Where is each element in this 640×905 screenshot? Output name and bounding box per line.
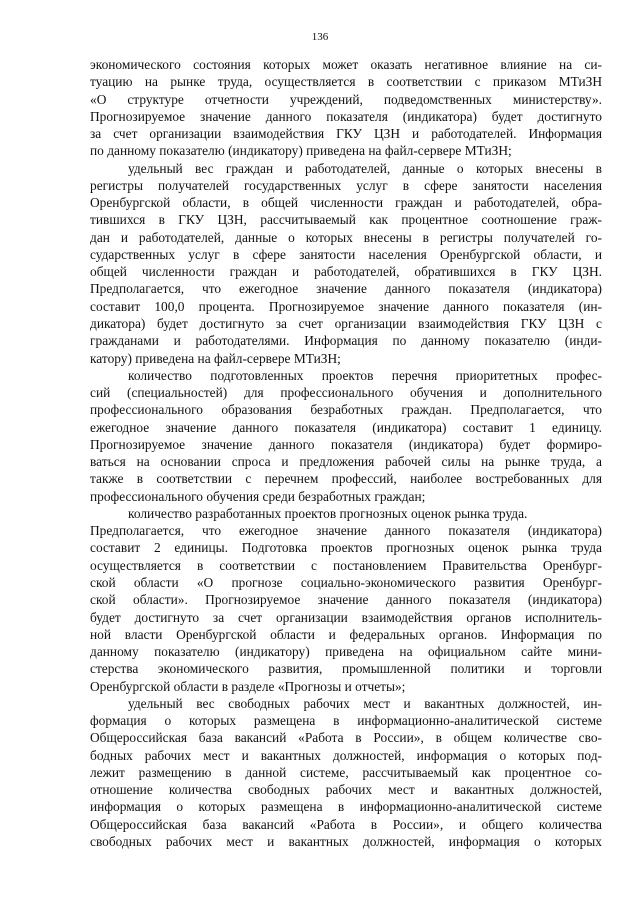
text-line: экономического состояния которых может оказать негативное влияние на си- [90, 57, 602, 72]
text-line: ской области». Прогнозируемое значение данного показателя (индикатора) [90, 592, 602, 608]
text-line: дан и работодателей, данные о которых внесены в регистры получателей го- [90, 229, 602, 245]
text-line: бодных рабочих мест и вакантных должностей, информация о которых под- [90, 747, 602, 763]
text-line: стерства экономического развития, промышленной политики и торговли [90, 661, 602, 677]
text-line: отношение количества свободных рабочих мест и вакантных должностей, [90, 782, 602, 798]
text-line: Предполагается, что ежегодное значение данного показателя (индикатора) [90, 523, 602, 539]
text-line: тившихся в ГКУ ЦЗН, рассчитываемый как процентное соотношение граж- [90, 212, 602, 228]
text-line: Оренбургской области в разделе «Прогнозы и отчеты»; [90, 678, 406, 694]
paragraph-first-line: удельный вес свободных рабочих мест и вакантных должностей, ин- [128, 695, 602, 711]
text-line: Общероссийская база вакансий «Работа в России», и общего количества [90, 816, 602, 832]
text-line: данному показателю (индикатору) приведена на официальном сайте мини- [90, 644, 602, 660]
paragraph-first-line: количество подготовленных проектов перечня приоритетных профес- [128, 367, 602, 383]
text-line: сударственных услуг в сфере занятости населения Оренбургской области, и [90, 246, 602, 262]
text-line: Прогнозируемое значение данного показателя (индикатора) будет достигнуто [90, 108, 602, 124]
text-line: составит 100,0 процента. Прогнозируемое значение данного показателя (ин- [90, 298, 602, 314]
text-line: Оренбургской области, в общей численности граждан и работодателей, обра- [90, 195, 602, 211]
body-text [90, 56, 602, 850]
text-line: ской области «О прогнозе социально-экономического развития Оренбург- [90, 574, 602, 590]
text-line: Прогнозируемое значение данного показателя (индикатора) будет формиро- [90, 436, 602, 452]
text-line: лежит размещению в данной системе, рассчитываемый как процентное со- [90, 764, 602, 780]
text-line: Общероссийская база вакансий «Работа в России», в общем количестве сво- [90, 730, 602, 746]
text-line: туацию на рынке труда, осуществляется в соответствии с приказом МТиЗН [90, 74, 602, 90]
text-line: гражданами и работодателями. Информация по данному показателю (инди- [90, 333, 602, 349]
text-line: формация о которых размещена в информационно-аналитической системе [90, 713, 602, 729]
text-line: регистры получателей государственных услуг в сфере занятости населения [90, 177, 602, 193]
text-line: ежегодное значение данного показателя (индикатора) составит 1 единицу. [90, 419, 602, 435]
text-line: профессионального образования безработных граждан. Предполагается, что [90, 402, 602, 418]
text-line: информация о которых размещена в информационно-аналитической системе [90, 799, 602, 815]
text-line: ной власти Оренбургской области и федеральных органов. Информация по [90, 626, 602, 642]
text-line: осуществляется в соответствии с постановлением Правительства Оренбург- [90, 557, 602, 573]
text-line: ваться на основании спроса и предложения рабочей силы на рынке труда, а [90, 454, 602, 470]
text-line: по данному показателю (индикатору) приведена на файл-сервере МТиЗН; [90, 143, 512, 159]
paragraph-first-line: количество разработанных проектов прогнозных оценок рынка труда. [128, 505, 528, 521]
text-line: будет достигнуто за счет организации взаимодействия органов исполнитель- [90, 609, 602, 625]
page-number: 136 [311, 31, 329, 43]
paragraph-first-line: удельный вес граждан и работодателей, данные о которых внесены в [128, 160, 602, 176]
text-line: Предполагается, что ежегодное значение данного показателя (индикатора) [90, 281, 602, 297]
text-line: дикатора) будет достигнуто за счет организации взаимодействия ГКУ ЦЗН с [90, 315, 602, 331]
text-line: общей численности граждан и работодателей, обратившихся в ГКУ ЦЗН. [90, 264, 602, 280]
text-line: составит 2 единицы. Подготовка проектов прогнозных оценок рынка труда [90, 540, 602, 556]
text-line: катору) приведена на файл-сервере МТиЗН; [90, 350, 341, 366]
text-line: за счет организации взаимодействия ГКУ ЦЗН и работодателей. Информация [90, 126, 602, 142]
text-line: профессионального обучения среди безработных граждан; [90, 488, 426, 504]
text-line: «О структуре отчетности учреждений, подведомственных министерству». [90, 91, 602, 107]
text-line: также в соответствии с перечнем профессий, наиболее востребованных для [90, 471, 602, 487]
text-line: сий (специальностей) для профессионального обучения и дополнительного [90, 385, 602, 401]
text-line: свободных рабочих мест и вакантных должностей, информация о которых [90, 833, 602, 849]
